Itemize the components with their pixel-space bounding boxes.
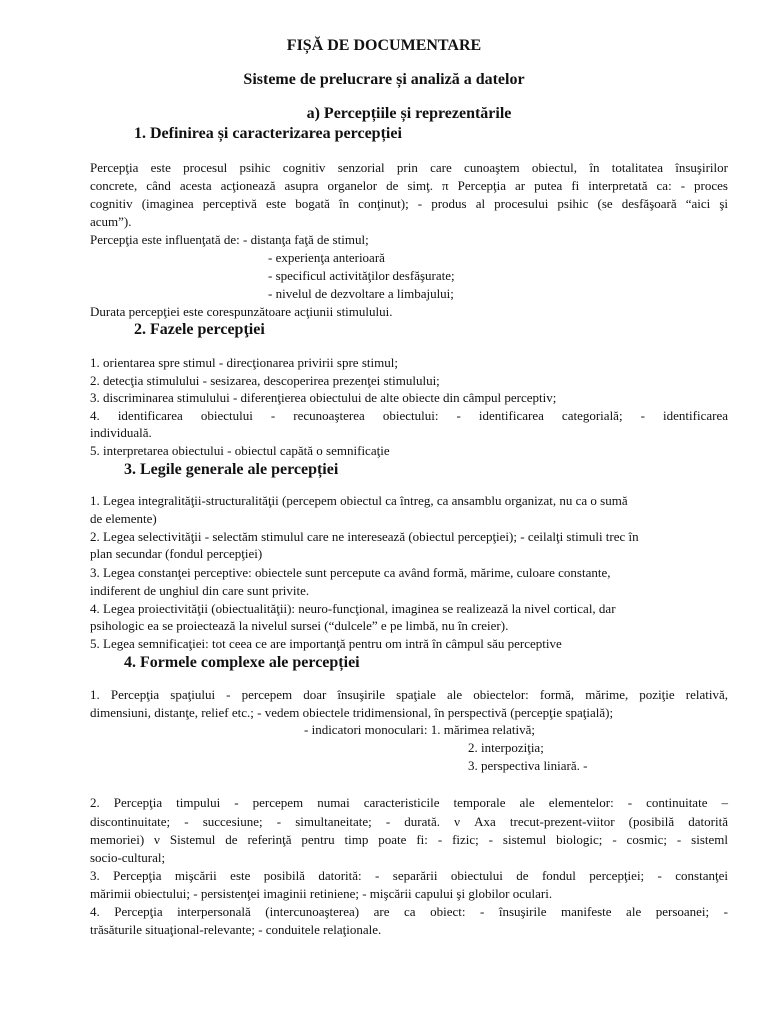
list-item: 2. interpoziţia; — [468, 740, 544, 755]
paragraph-line: socio-cultural; — [90, 850, 166, 865]
list-item: 2. Legea selectivităţii - selectăm stimulul care ne interesează (obiectul percepţiei); - ceilalţi stimuli trec în — [90, 529, 639, 544]
paragraph-line: dimensiuni, distanţe, relief etc.; - vedem obiectele tridimensional, în perspectivă (percepţie spaţială); — [90, 705, 614, 720]
list-item: 3. perspectiva liniară. - — [468, 758, 588, 773]
list-item: 1. Legea integralităţii-structuralităţii (percepem obiectul ca întreg, ca ansamblu organizat, nu ca o sumă — [90, 493, 628, 508]
paragraph-line: 4. Percepţia interpersonală (intercunoaşterea) are ca obiect: - însuşirile manifeste ale persoanei; - — [90, 904, 728, 919]
paragraph-line: 1. Percepţia spaţiului - percepem doar însuşirile spaţiale ale obiectelor: formă, mărime, poziţie relativă, — [90, 687, 728, 702]
paragraph-line: 2. Percepţia timpului - percepem numai caracteristicile temporale ale elementelor: - continuitate – — [90, 795, 728, 810]
document-title: FIȘĂ DE DOCUMENTARE — [286, 37, 482, 54]
list-item: indiferent de unghiul din care sunt privite. — [90, 583, 310, 598]
list-item: individuală. — [90, 425, 152, 440]
heading-1: 1. Definirea și caracterizarea percepției — [134, 125, 402, 142]
list-item: - specificul activităţilor desfăşurate; — [268, 268, 455, 283]
heading-4: 4. Formele complexe ale percepției — [124, 654, 360, 671]
document-subtitle: Sisteme de prelucrare și analiză a datelor — [243, 71, 525, 88]
paragraph-line: Durata percepţiei este corespunzătoare acţiunii stimulului. — [90, 304, 393, 319]
list-item: - indicatori monoculari: 1. mărimea relativă; — [304, 722, 536, 737]
heading-2: 2. Fazele percepţiei — [134, 321, 265, 338]
list-item: 4. identificarea obiectului - recunoaşterea obiectului: - identificarea categorială; - identificarea — [90, 408, 728, 423]
section-a-heading: a) Percepțiile și reprezentările — [306, 105, 512, 122]
list-item: 1. orientarea spre stimul - direcţionarea privirii spre stimul; — [90, 355, 398, 370]
list-item: plan secundar (fondul percepţiei) — [90, 546, 263, 561]
list-item: - experienţa anterioară — [268, 250, 385, 265]
paragraph-line: mărimii obiectului; - persistenţei imaginii retiniene; - mişcării capului şi globilor oculari. — [90, 886, 553, 901]
list-item: 3. Legea constanţei perceptive: obiectele sunt percepute ca având formă, mărime, culoare constante, — [90, 565, 611, 580]
paragraph-line: memoriei) ν Sistemul de referinţă pentru timp poate fi: - fizic; - sistemul biologic; - cosmic; - sisteml — [90, 832, 728, 847]
paragraph-line: Percepţia este procesul psihic cognitiv senzorial prin care cunoaştem obiectul, în totalitatea însuşirilor — [90, 160, 728, 175]
paragraph-line: discontinuitate; - succesiune; - simultaneitate; - durată. ν Axa trecut-prezent-viitor (posibilă datorită — [90, 814, 728, 829]
list-item: - nivelul de dezvoltare a limbajului; — [268, 286, 454, 301]
paragraph-line: cognitiv (imaginea perceptivă este bogată în conţinut); - produs al procesului psihic (se desfăşoară “aici şi — [90, 196, 728, 211]
list-item: 5. Legea semnificaţiei: tot ceea ce are importanţă pentru om intră în câmpul său perceptive — [90, 636, 562, 651]
list-item: psihologic ea se proiectează la nivelul sursei (“dulcele” e pe limbă, nu în creier). — [90, 618, 509, 633]
list-item: 4. Legea proiectivităţii (obiectualităţii): neuro-funcţional, imaginea se realizează la nivel cortical, dar — [90, 601, 616, 616]
list-item: 3. discriminarea stimulului - diferenţierea obiectului de alte obiecte din câmpul perceptiv; — [90, 390, 557, 405]
list-item: de elemente) — [90, 511, 157, 526]
paragraph-line: trăsăturile situaţional-relevante; - conduitele relaţionale. — [90, 922, 382, 937]
paragraph-line: Percepţia este influenţată de: - distanţa faţă de stimul; — [90, 232, 369, 247]
list-item: 2. detecţia stimulului - sesizarea, descoperirea prezenţei stimulului; — [90, 373, 440, 388]
list-item: 5. interpretarea obiectului - obiectul capătă o semnificaţie — [90, 443, 390, 458]
heading-3: 3. Legile generale ale percepției — [124, 461, 339, 478]
paragraph-line: 3. Percepţia mişcării este posibilă datorită: - separării obiectului de fondul percepţiei; - constanţei — [90, 868, 728, 883]
paragraph-line: acum”). — [90, 214, 132, 229]
paragraph-line: concrete, când acesta acţionează asupra organelor de simţ. π Percepţia ar putea fi interpretată ca: - proces — [90, 178, 728, 193]
